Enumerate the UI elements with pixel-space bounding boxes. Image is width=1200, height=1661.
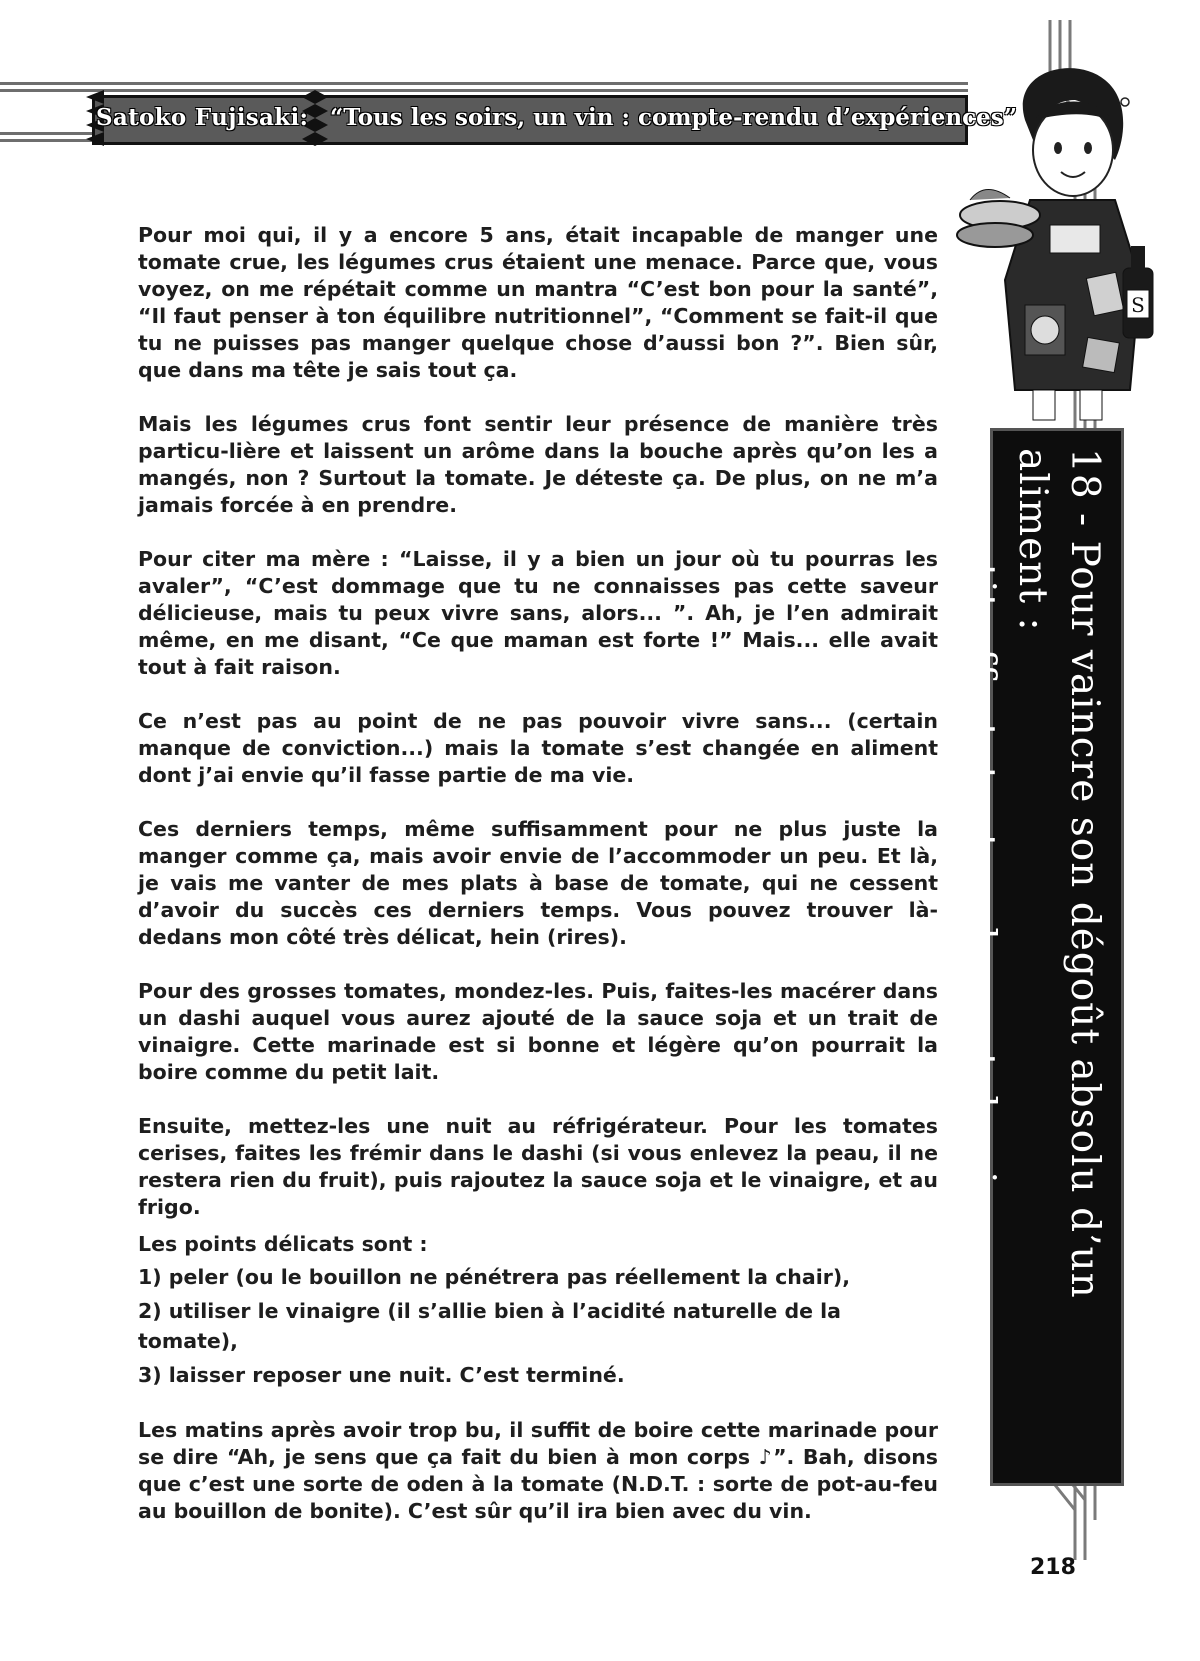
paragraph-4: Ce n’est pas au point de ne pas pouvoir vivre sans... (certain manque de conviction...) mais la tomate s’est changée en aliment dont j’ai envie qu’il fasse partie de ma vie. (138, 709, 938, 787)
tip-item: 3) laisser reposer une nuit. C’est terminé. (138, 1363, 625, 1387)
paragraph-7: Ensuite, mettez-les une nuit au réfrigérateur. Pour les tomates cerises, faites les frémir dans le dashi (si vous enlevez la peau, il ne restera rien du fruit), puis rajoutez la sauce soja et le vinaigre, et au frigo. (138, 1114, 938, 1219)
chapter-title-line-1: 18 - Pour vaincre son dégoût absolu d’un aliment : (1010, 448, 1107, 1299)
paragraph-2: Mais les légumes crus font sentir leur présence de manière très particu-lière et laissent un arôme dans la bouche après qu’on les a mangés, non ? Surtout la tomate. Je déteste ça. De plus, on ne m’a jamais forcée à en prendre. (138, 412, 938, 517)
tip-item: 2) utiliser le vinaigre (il s’allie bien à l’acidité naturelle de la tomate), (138, 1299, 842, 1353)
tip-item: 1) peler (ou le bouillon ne pénétrera pas réellement la chair), (138, 1265, 851, 1289)
paragraph-5: Ces derniers temps, même suffisamment pour ne plus juste la manger comme ça, mais avoir envie de l’accommoder un peu. Et là, je vais me vanter de mes plats à base de tomate, qui ne cessent d’avoir du succès ces derniers temps. Vous pouvez trouver là-dedans mon côté très délicat, hein (rires). (138, 817, 938, 949)
woman-holding-food-and-wine-illustration (955, 50, 1165, 425)
paragraph-1: Pour moi qui, il y a encore 5 ans, était incapable de manger une tomate crue, les légumes crus étaient une menace. Parce que, vous voyez, on me répétait comme un mantra “C’est bon pour la santé”, “Il faut penser à ton équilibre nutritionnel”, “Comment se fait-il que tu ne puisses pas manger quelque chose d’aussi bon ?”. Bien sûr, que dans ma tête je sais tout ça. (138, 223, 938, 382)
tips-intro: Les points délicats sont : (138, 1232, 428, 1256)
bottle-label: S (1131, 293, 1145, 317)
article-body (138, 222, 938, 1552)
chapter-title-line-2: un petit effort, tout en buvant du vin. (958, 448, 1003, 1225)
paragraph-6: Pour des grosses tomates, mondez-les. Puis, faites-les macérer dans un dashi auquel vous aurez ajouté de la sauce soja et un trait de vinaigre. Cette marinade est si bonne et légère qu’on pourrait la boire comme du petit lait. (138, 979, 938, 1084)
paragraph-8: Les matins après avoir trop bu, il suffit de boire cette marinade pour se dire “Ah, je sens que ça fait du bien à mon corps ♪”. Bah, disons que c’est une sorte de oden à la tomate (N.D.T. : sorte de pot-au-feu au bouillon de bonite). C’est sûr qu’il ira bien avec du vin. (138, 1418, 938, 1523)
chapter-title (958, 448, 1110, 1458)
header-author: Satoko Fujisaki: (96, 104, 309, 131)
page-number: 218 (1030, 1555, 1076, 1580)
paragraph-3: Pour citer ma mère : “Laisse, il y a bien un jour où tu pourras les avaler”, “C’est dommage que tu ne connaisses pas cette saveur délicieuse, mais tu peux vivre sans, alors... ”. Ah, je l’en admirait même, en me disant, “Ce que maman est forte !” Mais... elle avait tout à fait raison. (138, 547, 938, 679)
header-title: “Tous les soirs, un vin : compte-rendu d’expériences” (330, 104, 1017, 131)
